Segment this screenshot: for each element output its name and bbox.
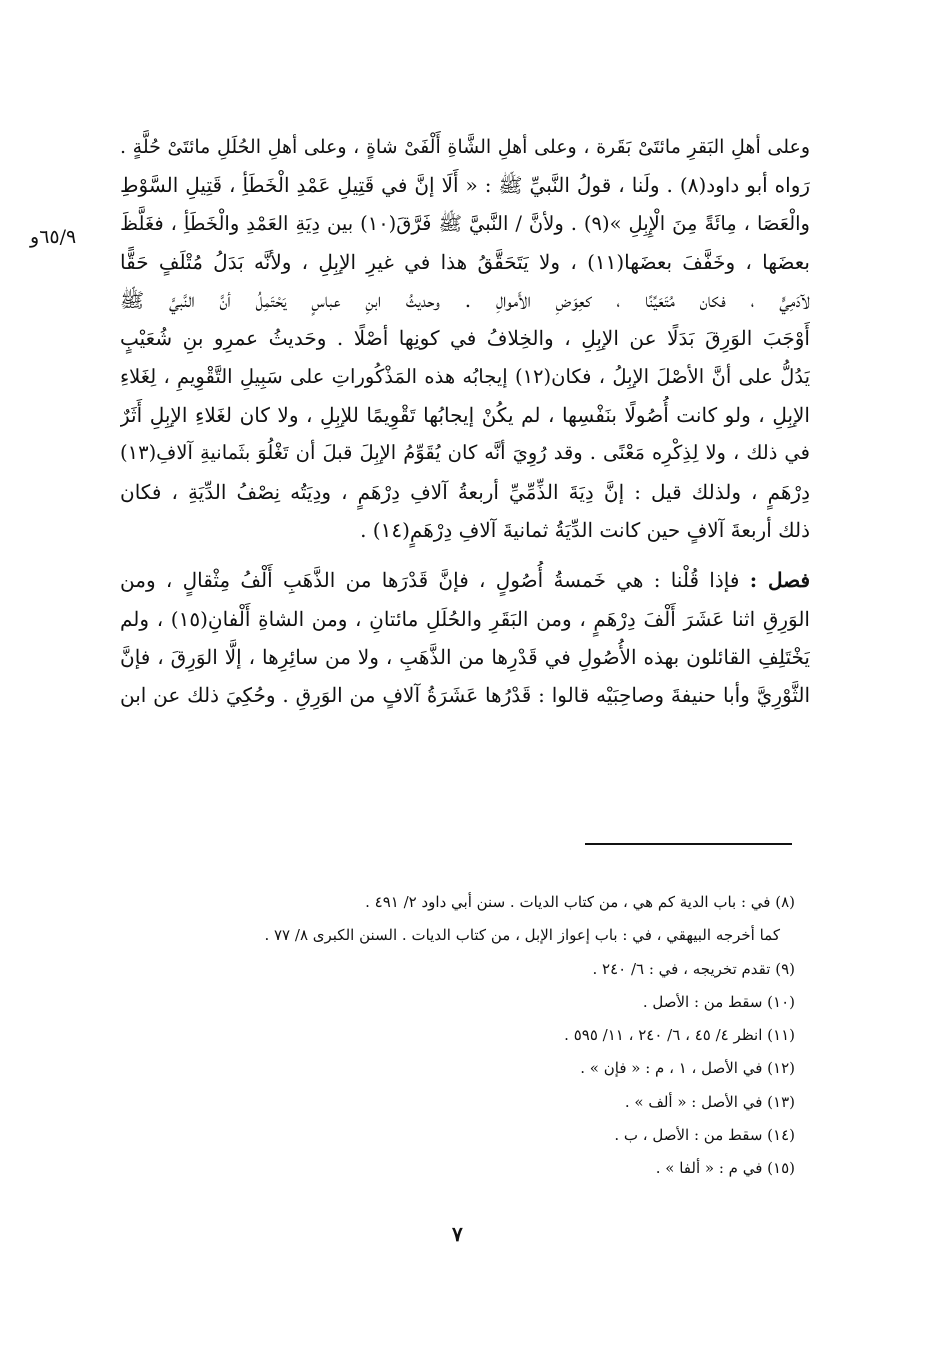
paragraph-2 [120, 561, 810, 714]
text-line: الثَّوْرِيَّ وأبا حنيفةَ وصاحِبَيْه قالوا : قَدْرُها عَشَرَةُ آلافٍ من الوَرِقِ . وحُكِيَ ذلك عن ابن [120, 683, 810, 708]
footnote-separator [585, 843, 792, 845]
section-label: فصل : [749, 568, 810, 593]
text-line: رَواه أبو داود(٨) . ولَنا ، قولُ النَّبيِّ ﷺ : « أَلَا إنَّ في قَتِيلِ عَمْدِ الْخَطَأِ ، قَتِيلِ السَّوْطِ [120, 173, 810, 198]
footnotes [150, 886, 795, 1186]
text-line: يَدُلُّ على أنَّ الأصْلَ الإبِلُ ، فكان(١٢) إيجابُه هذه المَذْكُوراتِ على سَبِيلِ التَّقْوِيمِ ، لِغَلاءِ [120, 364, 810, 388]
footnote: (١٥) في م : « ألفا » . [655, 1159, 795, 1178]
text-line: أَوْجَبَ الوَرِقَ بَدَلًا عن الإبِلِ ، والخِلافُ في كونِها أصْلًا . وحَديثُ عمرِو بنِ شُعَيْبٍ [120, 326, 810, 351]
section-line-rest: فإذا قُلْنا : هي خَمسةُ أُصُولٍ ، فإنَّ قَدْرَها من الذَّهَبِ أَلْفُ مِثْقالٍ ، ومن [120, 568, 740, 593]
main-text [120, 128, 810, 714]
text-line: لآدَمِيٍّ ، فكان مُتَعَيِّنًا ، كعِوَضِ الأَموالِ . وحديثُ ابنِ عباسٍ يَحْتَمِلُ أنَّ النَّبيَّ ﷺ [120, 288, 810, 313]
text-line [120, 561, 810, 599]
text-line: دِرْهَمٍ ، ولذلك قيل : إنَّ دِيَةَ الذِّمِّيِّ أربعةُ آلافِ دِرْهَمٍ ، ودِيَتُه نِصْفُ الدِّيَةِ ، فكان [120, 479, 810, 504]
footnote: (١٣) في الأصل : « ألف » . [624, 1092, 795, 1111]
footnote: (١٠) سقط من : الأصل . [642, 992, 795, 1011]
footnote: (١١) انظر ٤/ ٤٥ ، ٦/ ٢٤٠ ، ١١/ ٥٩٥ . [564, 1026, 795, 1045]
text-line: ذلك أربعةَ آلافٍ حين كانت الدِّيَةُ ثمانيةَ آلافِ دِرْهَمٍ(١٤) . [360, 517, 810, 542]
footnote: (١٤) سقط من : الأصل ، ب . [614, 1126, 795, 1145]
text-line: وعلى أهلِ البَقرِ مائتَىْ بَقَرة ، وعلى أهلِ الشَّاةِ أَلْفَىْ شاةٍ ، وعلى أهلِ الحُلَلِ مائتَىْ حُلَّةٍ . [120, 136, 810, 158]
footnote: (٩) تقدم تخريجه ، في : ٦/ ٢٤٠ . [592, 959, 795, 978]
text-line: والْعَصَا ، مِائَةً مِنَ الْإِبِلِ »(٩) . ولأنَّ / النَّبيَّ ﷺ فَرَّقَ(١٠) بين دِيَةِ العَمْدِ والْخَطَأِ ، فغَلَّظَ [120, 211, 810, 235]
page-number: ٧ [452, 1222, 463, 1246]
margin-folio-note: ٦٥/٩و [30, 226, 77, 248]
footnote: كما أخرجه البيهقي ، في : باب إعواز الإبل ، من كتاب الديات . السنن الكبرى ٨/ ٧٧ . [264, 926, 780, 945]
text-line: الوَرِقِ اثنا عَشَرَ أَلْفَ دِرْهَمٍ ، ومن البَقَرِ والحُلَلِ مائتانِ ، ومن الشاةِ أَلْفانِ(١٥) ، ولم [120, 606, 810, 631]
text-line: بعضَها ، وخَفَّفَ بعضَها(١١) ، ولا يَتَحَقَّقُ هذا في غيرِ الإبِلِ ، ولأنَّه بَدَلُ مُتْلَفٍ حَقًّا [120, 249, 810, 274]
paragraph-1 [120, 128, 810, 549]
footnote: (١٢) في الأصل ، ١ ، م : « فإن » . [580, 1059, 795, 1078]
text-line: يَخْتَلِفِ القائلون بهذه الأُصُولِ في قَدْرِها من الذَّهَبِ ، ولا من سائِرِها ، إلَّا الوَرِقَ ، فإنَّ [120, 644, 810, 669]
footnote: (٨) في : باب الدية كم هي ، من كتاب الديات . سنن أبي داود ٢/ ٤٩١ . [365, 893, 795, 911]
text-line: الإبِلِ ، ولو كانت أُصُولًا بنَفْسِها ، لم يكُنْ إيجابُها تَقْوِيمًا للإبِلِ ، ولا كان لغَلاءِ الإبِلِ أَثَرٌ [120, 403, 810, 428]
text-line: في ذلك ، ولا لِذِكْرِه مَعْنًى . وقد رُوِيَ أنَّه كان يُقَوِّمُ الإبِلَ قبلَ أن تَغْلُوَ بثَمانيةِ آلافِ(١٣) [120, 441, 810, 465]
